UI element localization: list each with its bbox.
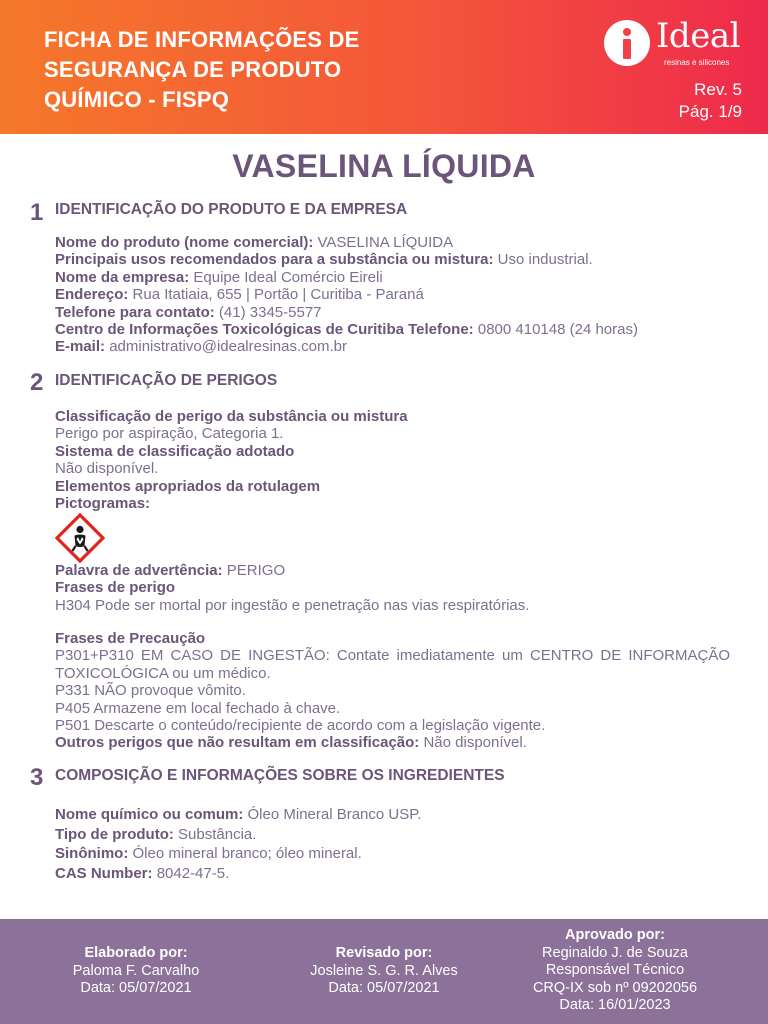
field-row — [55, 304, 730, 321]
field-label: Classificação de perigo da substância ou mistura — [55, 408, 408, 425]
product-title: VASELINA LÍQUIDA — [232, 148, 536, 184]
approved-by-crq: CRQ-IX sob nº 09202056 — [532, 979, 698, 996]
field-label: E-mail: — [55, 338, 106, 356]
field-label: Telefone para contato: — [55, 303, 215, 321]
elaborated-by-name: Paloma F. Carvalho — [72, 962, 200, 979]
precaution-statement: P501 Descarte o conteúdo/recipiente de acordo com a legislação vigente. — [55, 717, 546, 735]
revised-by-date: Data: 05/07/2021 — [328, 980, 440, 996]
field-value: PERIGO — [226, 562, 286, 579]
page-number: Pág. 1/9 — [678, 102, 742, 121]
field-value: Óleo Mineral Branco USP. — [247, 806, 422, 823]
field-row — [55, 321, 730, 338]
section-heading: IDENTIFICAÇÃO DE PERIGOS — [55, 372, 278, 389]
ghs08-health-hazard-icon — [55, 513, 105, 563]
field-label: Centro de Informações Toxicológicas de Curitiba Telefone: — [55, 321, 474, 339]
field-label: Pictogramas: — [55, 495, 151, 513]
field-row — [55, 562, 730, 579]
precaution-statement: P405 Armazene em local fechado à chave. — [55, 699, 341, 717]
field-value: Não disponível. — [423, 734, 527, 752]
field-label: Principais usos recomendados para a substância ou mistura: — [55, 251, 494, 269]
field-label: Tipo de produto: — [55, 825, 174, 843]
section-number: 3 — [30, 764, 44, 791]
field-value: Perigo por aspiração, Categoria 1. — [55, 425, 284, 443]
field-value: Uso industrial. — [497, 251, 593, 269]
field-label: Nome do produto (nome comercial): — [55, 234, 314, 251]
field-label: Sistema de classificação adotado — [55, 442, 295, 460]
field-label: Elementos apropriados da rotulagem — [55, 477, 321, 495]
logo-tagline: resinas e silicones — [664, 58, 730, 67]
field-value: (41) 3345-5577 — [218, 303, 322, 321]
product-identification-fields — [55, 234, 730, 356]
revision-info — [679, 79, 742, 123]
elaborated-by-date: Data: 05/07/2021 — [80, 980, 192, 996]
field-label: Endereço: — [55, 286, 129, 304]
field-label: Outros perigos que não resultam em classificação: — [55, 734, 420, 752]
composition-fields — [55, 805, 730, 883]
revised-by-name: Josleine S. G. R. Alves — [310, 962, 458, 979]
field-label: Nome da empresa: — [55, 268, 190, 286]
field-row — [55, 864, 730, 884]
field-row — [55, 251, 730, 268]
field-value: Não disponível. — [55, 460, 159, 478]
document-title-line: FICHA DE INFORMAÇÕES DE — [44, 27, 360, 52]
approved-by-date: Data: 16/01/2023 — [559, 997, 671, 1013]
precaution-statement: P331 NÃO provoque vômito. — [55, 682, 246, 700]
field-row — [55, 734, 730, 751]
elaborated-by-block — [56, 945, 216, 998]
field-row — [55, 234, 730, 251]
approved-by-title: Aprovado por: — [565, 927, 665, 943]
precaution-block — [55, 630, 730, 752]
field-value: Óleo mineral branco; óleo mineral. — [132, 845, 362, 863]
revised-by-block — [294, 945, 474, 998]
revised-by-title: Revisado por: — [335, 945, 433, 961]
field-row — [55, 844, 730, 864]
field-label: Nome químico ou comum: — [55, 806, 244, 823]
approved-by-name: Reginaldo J. de Souza — [542, 944, 688, 961]
field-label: Palavra de advertência: — [55, 562, 223, 579]
field-row — [55, 286, 730, 303]
field-value: Substância. — [178, 825, 257, 843]
footer-signatures — [0, 919, 768, 1024]
field-value: 8042-47-5. — [156, 864, 230, 882]
field-label: CAS Number: — [55, 864, 153, 882]
hazard-statements-block — [55, 562, 730, 614]
field-label: Sinônimo: — [55, 845, 129, 863]
section-heading: COMPOSIÇÃO E INFORMAÇÕES SOBRE OS INGREDIENTES — [55, 767, 505, 784]
field-row — [55, 825, 730, 845]
precaution-statement: P301+P310 EM CASO DE INGESTÃO: Contate imediatamente um CENTRO DE INFORMAÇÃO TOXICOLÓGICA ou um médico. — [55, 647, 730, 682]
field-value: H304 Pode ser mortal por ingestão e penetração nas vias respiratórias. — [55, 596, 530, 614]
field-label: Frases de Precaução — [55, 630, 206, 647]
section-number: 2 — [30, 369, 44, 396]
approved-by-role: Responsável Técnico — [545, 962, 685, 978]
email-link[interactable]: administrativo@idealresinas.com.br — [109, 338, 348, 356]
logo-wordmark: Ideal — [656, 16, 740, 56]
field-value: VASELINA LÍQUIDA — [317, 234, 454, 251]
company-logo — [604, 18, 744, 70]
field-row — [55, 269, 730, 286]
field-row — [55, 805, 730, 825]
field-label: Frases de perigo — [55, 579, 176, 597]
field-value: Rua Itatiaia, 655 | Portão | Curitiba - Paraná — [132, 286, 424, 304]
document-title — [44, 25, 464, 115]
header-banner — [0, 0, 768, 134]
revision-number: Rev. 5 — [694, 80, 742, 99]
approved-by-block — [520, 927, 710, 1015]
logo-i-icon — [604, 20, 650, 66]
elaborated-by-title: Elaborado por: — [84, 945, 188, 961]
document-title-line: SEGURANÇA DE PRODUTO — [44, 57, 342, 82]
field-value: Equipe Ideal Comércio Eireli — [193, 268, 383, 286]
section-number: 1 — [30, 199, 44, 226]
hazard-classification-block — [55, 408, 730, 512]
field-row — [55, 338, 730, 355]
field-value: 0800 410148 (24 horas) — [477, 321, 638, 339]
document-title-line: QUÍMICO - FISPQ — [44, 87, 230, 112]
section-heading: IDENTIFICAÇÃO DO PRODUTO E DA EMPRESA — [55, 201, 408, 218]
